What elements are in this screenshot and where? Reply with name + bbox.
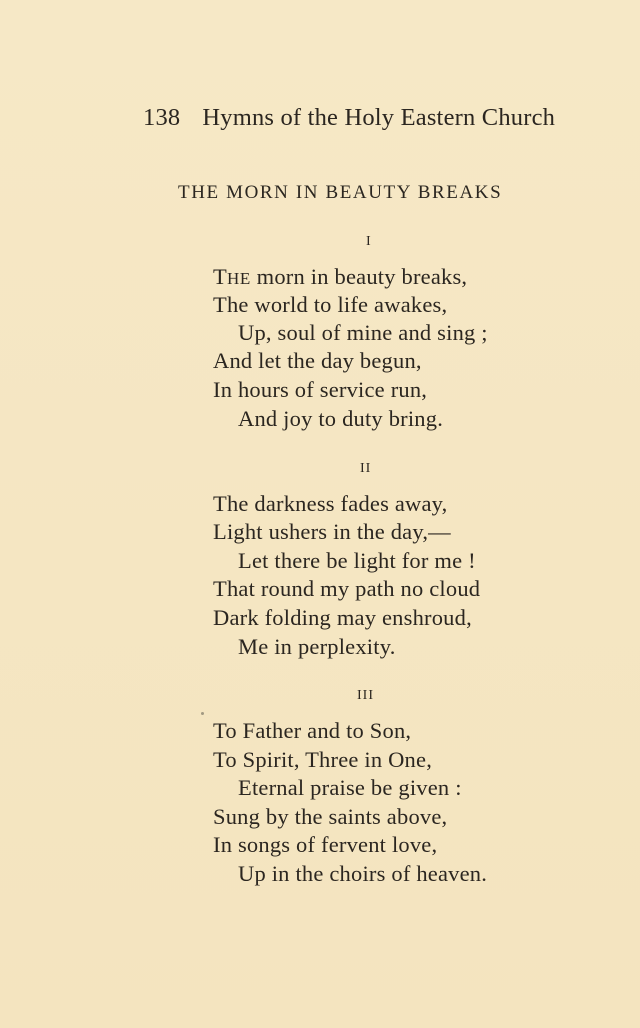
page-number: 138 [143,104,181,131]
verse-line: Sung by the saints above, [213,804,448,829]
verse-line: Let there be light for me ! [238,548,476,573]
verse-line: In hours of service run, [213,377,428,402]
verse-line: In songs of fervent love, [213,832,438,857]
verse-line: Eternal praise be given : [238,775,462,800]
verse-line: To Father and to Son, [213,718,412,743]
verse-line: Me in perplexity. [238,634,396,659]
verse-line: Light ushers in the day,— [213,519,451,544]
hymn-title: THE MORN IN BEAUTY BREAKS [178,182,503,203]
stanza-numeral-2: II [360,461,372,476]
running-head [143,103,583,133]
stanza-numeral-1: I [366,234,372,249]
running-title: Hymns of the Holy Eastern Church [202,104,556,131]
verse-line: And joy to duty bring. [238,406,444,431]
verse-line [213,263,467,293]
verse-line: Dark folding may enshroud, [213,605,472,630]
small-caps-tail: HE [226,269,251,288]
verse-line: To Spirit, Three in One, [213,747,433,772]
verse-line: Up in the choirs of heaven. [238,861,488,886]
verse-line: Up, soul of mine and sing ; [238,320,488,345]
verse-line: And let the day begun, [213,348,422,373]
first-letter: T [213,264,227,289]
verse-line: The darkness fades away, [213,491,448,516]
verse-text: morn in beauty breaks, [250,264,468,289]
paper-speck [201,712,204,715]
verse-line: The world to life awakes, [213,292,448,317]
verse-line: That round my path no cloud [213,576,481,601]
stanza-numeral-3: III [357,688,374,703]
